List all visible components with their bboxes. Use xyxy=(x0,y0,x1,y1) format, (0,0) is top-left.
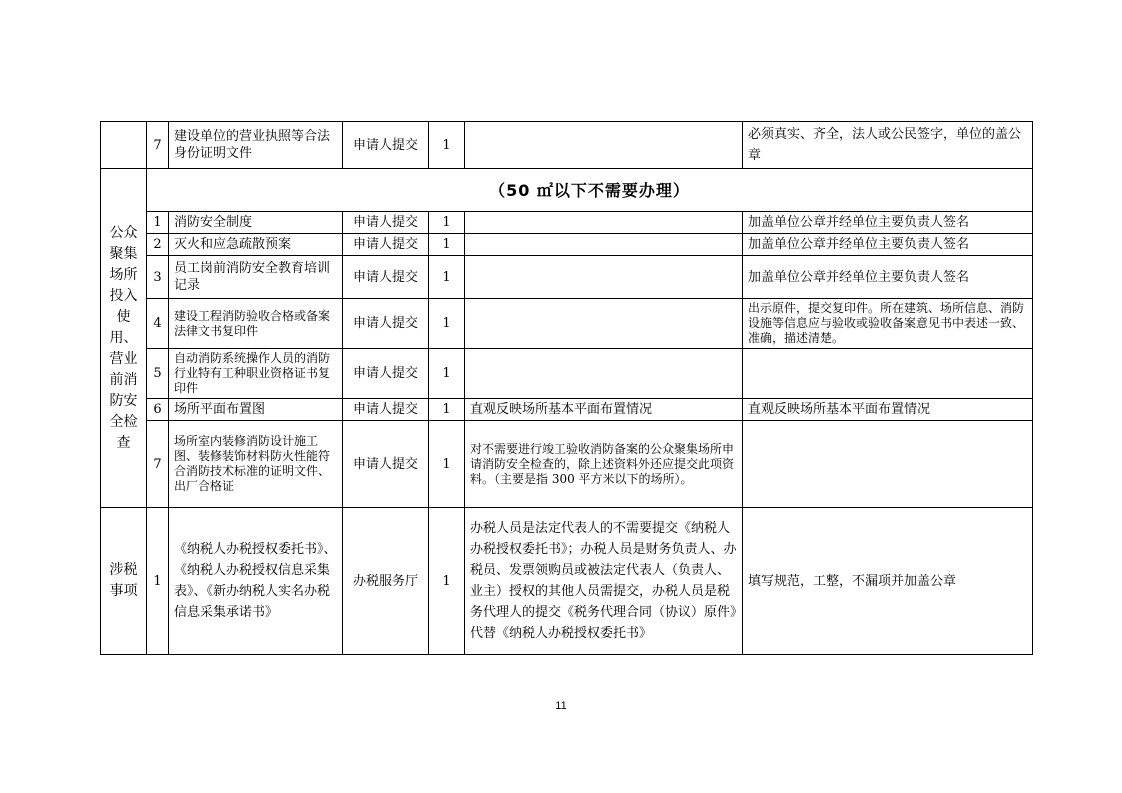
quantity-cell: 1 xyxy=(429,399,465,421)
table-row xyxy=(101,299,1033,349)
requirement-cell: 加盖单位公章并经单位主要负责人签名 xyxy=(743,234,1033,256)
row-number: 6 xyxy=(147,399,169,421)
table-row xyxy=(101,122,1033,169)
note-cell: 办税人员是法定代表人的不需要提交《纳税人办税授权委托书》；办税人员是财务负责人、办税员、发票领购员或被法定代表人（负责人、业主）授权的其他人员需提交，办税人员是税务代理人的提交《税务代理合同（协议）原件》代替《纳税人办税授权委托书》 xyxy=(465,508,743,655)
quantity-cell: 1 xyxy=(429,421,465,508)
submitter-cell: 申请人提交 xyxy=(343,122,429,169)
row-number: 5 xyxy=(147,349,169,399)
quantity-cell: 1 xyxy=(429,256,465,299)
requirement-cell xyxy=(743,421,1033,508)
quantity-cell: 1 xyxy=(429,299,465,349)
quantity-cell: 1 xyxy=(429,349,465,399)
table-row xyxy=(101,421,1033,508)
requirement-cell: 直观反映场所基本平面布置情况 xyxy=(743,399,1033,421)
material-cell: 员工岗前消防安全教育培训记录 xyxy=(169,256,343,299)
submitter-cell: 申请人提交 xyxy=(343,399,429,421)
material-cell: 灭火和应急疏散预案 xyxy=(169,234,343,256)
section-banner: （50 ㎡以下不需要办理） xyxy=(147,169,1033,212)
material-cell: 场所平面布置图 xyxy=(169,399,343,421)
material-cell: 建设单位的营业执照等合法身份证明文件 xyxy=(169,122,343,169)
banner-row xyxy=(101,169,1033,212)
requirement-cell: 填写规范，工整，不漏项并加盖公章 xyxy=(743,508,1033,655)
category-tax: 涉税事项 xyxy=(101,508,147,655)
table-row xyxy=(101,234,1033,256)
requirement-cell: 加盖单位公章并经单位主要负责人签名 xyxy=(743,212,1033,234)
requirement-cell: 加盖单位公章并经单位主要负责人签名 xyxy=(743,256,1033,299)
table-row xyxy=(101,399,1033,421)
quantity-cell: 1 xyxy=(429,122,465,169)
submitter-cell: 申请人提交 xyxy=(343,299,429,349)
note-cell: 直观反映场所基本平面布置情况 xyxy=(465,399,743,421)
row-number: 7 xyxy=(147,122,169,169)
submitter-cell: 申请人提交 xyxy=(343,212,429,234)
category-public-assembly: 公众聚集场所投入使用、营业前消防安全检查 xyxy=(101,169,147,508)
material-cell: 建设工程消防验收合格或备案法律文书复印件 xyxy=(169,299,343,349)
quantity-cell: 1 xyxy=(429,508,465,655)
requirement-cell: 出示原件，提交复印件。所在建筑、场所信息、消防设施等信息应与验收或验收备案意见书中表述一致、准确，描述清楚。 xyxy=(743,299,1033,349)
requirement-cell xyxy=(743,349,1033,399)
note-cell xyxy=(465,212,743,234)
table-row xyxy=(101,349,1033,399)
submitter-cell: 办税服务厅 xyxy=(343,508,429,655)
requirement-cell: 必须真实、齐全，法人或公民签字，单位的盖公章 xyxy=(743,122,1033,169)
material-cell: 《纳税人办税授权委托书》、《纳税人办税授权信息采集表》、《新办纳税人实名办税信息采集承诺书》 xyxy=(169,508,343,655)
table-row xyxy=(101,256,1033,299)
submitter-cell: 申请人提交 xyxy=(343,349,429,399)
row-number: 3 xyxy=(147,256,169,299)
submitter-cell: 申请人提交 xyxy=(343,234,429,256)
submitter-cell: 申请人提交 xyxy=(343,256,429,299)
material-cell: 场所室内装修消防设计施工图、装修装饰材料防火性能符合消防技术标准的证明文件、出厂合格证 xyxy=(169,421,343,508)
note-cell xyxy=(465,122,743,169)
row-number: 1 xyxy=(147,508,169,655)
row-number: 2 xyxy=(147,234,169,256)
requirements-table xyxy=(100,121,1033,655)
row-number: 4 xyxy=(147,299,169,349)
submitter-cell: 申请人提交 xyxy=(343,421,429,508)
note-cell xyxy=(465,349,743,399)
note-cell xyxy=(465,234,743,256)
table-row xyxy=(101,212,1033,234)
row-number: 7 xyxy=(147,421,169,508)
page-number: 11 xyxy=(555,700,567,712)
table-row xyxy=(101,508,1033,655)
note-cell xyxy=(465,299,743,349)
row-number: 1 xyxy=(147,212,169,234)
note-cell xyxy=(465,256,743,299)
category-cell xyxy=(101,122,147,169)
material-cell: 自动消防系统操作人员的消防行业特有工种职业资格证书复印件 xyxy=(169,349,343,399)
note-cell: 对不需要进行竣工验收消防备案的公众聚集场所申请消防安全检查的，除上述资料外还应提交此项资料。（主要是指 300 平方米以下的场所）。 xyxy=(465,421,743,508)
quantity-cell: 1 xyxy=(429,212,465,234)
quantity-cell: 1 xyxy=(429,234,465,256)
material-cell: 消防安全制度 xyxy=(169,212,343,234)
